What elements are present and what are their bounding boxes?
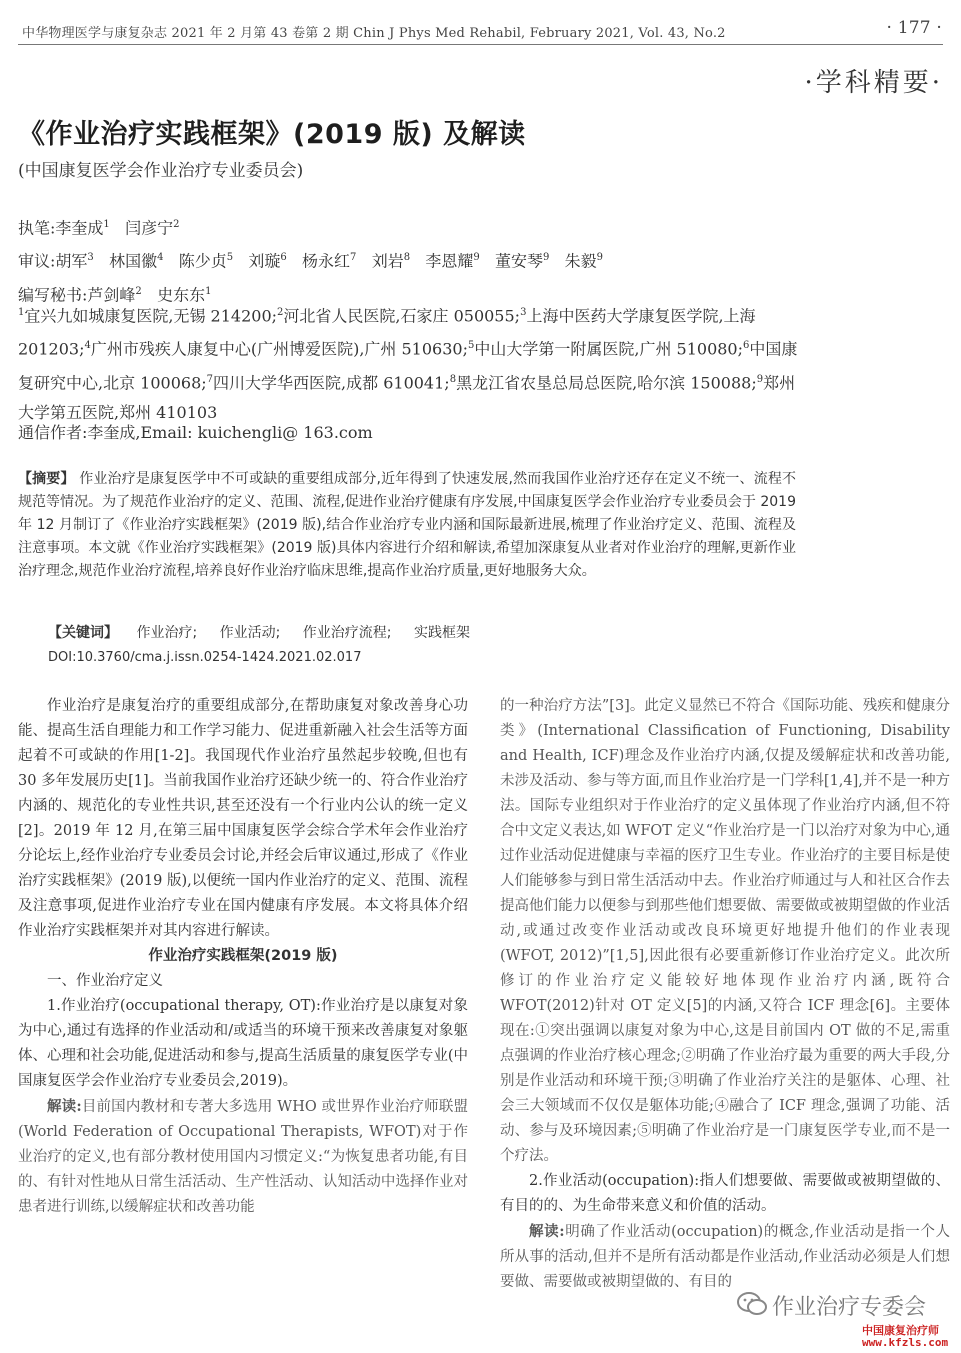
corresponding-author: 通信作者:李奎成,Email: kuichengli@ 163.com <box>18 423 373 442</box>
secretary-name: 史东东 <box>157 284 206 304</box>
interpretation-text: 目前国内教材和专著大多选用 WHO 或世界作业治疗师联盟(World Federation of Occupational Therapists, WFOT)对于作业治疗的定义,也有部分教材使用国内习惯定义:“为恢复患者功能,有目的、有针对性地从日常生活活动、生产性活动、认知活动中选择作业对患者进行训练,以缓解症状和改善功能 <box>18 1099 468 1215</box>
reviewer-name: 胡军 <box>55 251 88 271</box>
secretary-sup: 2 <box>135 285 142 297</box>
reviewer-name: 刘岩 <box>371 251 404 271</box>
article-title: 《作业治疗实践框架》(2019 版) 及解读 <box>18 119 526 150</box>
occupation-definition: 2.作业活动(occupation):指人们想要做、需要做或被期望做的、有目的的、为生命带来意义和价值的活动。 <box>500 1173 950 1214</box>
journal-info: 中华物理医学与康复杂志 2021 年 2 月第 43 卷第 2 期 Chin J Phys Med Rehabil, February 2021, Vol. 43, No.2 <box>22 26 726 41</box>
interpretation-text: 明确了作业活动(occupation)的概念,作业活动是指一个人所从事的活动,但并不是所有活动都是作业活动,作业活动必须是人们想要做、需要做或被期望做的、有目的 <box>500 1224 950 1290</box>
secretary-label: 编写秘书: <box>18 284 88 304</box>
author-name: 李奎成 <box>55 218 104 238</box>
running-header <box>22 16 942 44</box>
reviewer-sup: 8 <box>403 252 411 264</box>
keyword: 作业治疗; <box>136 625 198 641</box>
affil-sup: 8 <box>449 373 457 385</box>
affil-sup: 5 <box>467 340 475 352</box>
interpretation-label: 解读: <box>529 1223 565 1240</box>
affiliation: 河北省人民医院,石家庄 050055; <box>283 306 521 326</box>
reviewer-sup: 7 <box>350 252 357 264</box>
affil-sup: 1 <box>18 307 25 318</box>
keyword: 作业治疗流程; <box>302 625 392 641</box>
abstract-label: 【摘要】 <box>18 471 75 487</box>
author-block <box>18 210 938 310</box>
secretary-sup: 1 <box>205 285 212 297</box>
affiliation: 中山大学第一附属医院,广州 510080; <box>474 339 744 359</box>
reviewer-sup: 4 <box>157 252 164 264</box>
interpretation-paragraph <box>18 1094 468 1220</box>
framework-subheading: 作业治疗实践框架(2019 版) <box>148 948 338 964</box>
abstract <box>18 468 796 583</box>
reviewer-sup: 9 <box>543 252 550 264</box>
affil-sup: 9 <box>756 373 764 385</box>
definition-paragraph: 1.作业治疗(occupational therapy, OT):作业治疗是以康复对象为中心,通过有选择的作业活动和/或适当的环境干预来改善康复对象躯体、心理和社会功能,促进活动和参与,提高生活质量的康复医学专业(中国康复医学会作业治疗专业委员会,2019)。 <box>18 998 468 1089</box>
continued-paragraph: 的一种治疗方法”[3]。此定义显然已不符合《国际功能、残疾和健康分类》(International Classification of Functioning, Disability and Health, ICF)理念及作业治疗内涵,仅提及缓解症状和改善功能,未涉及活动、参与等方面,而且作业治疗是一门学科[1,4],并不是一种方法。国际专业组织对于作业治疗的定义虽体现了作业治疗内涵,但不符合中文定义表达,如 WFOT 定义“作业治疗是一门以治疗对象为中心,通过作业活动促进健康与幸福的医疗卫生专业。作业治疗的主要目标是使人们能够参与到日常生活活动中去。作业治疗师通过与人和社区合作去提高他们能力以便参与到那些他们想要做、需要做或被期望做的作业活动,或通过改变作业活动或改良环境更好地提升他们的作业表现(WFOT, 2012)”[1,5],因此很有必要重新修订作业治疗定义。此次所修订的作业治疗定义能较好地体现作业治疗内涵,既符合 WFOT(2012)针对 OT 定义[5]的内涵,又符合 ICF 理念[6]。主要体现在:①突出强调以康复对象为中心,这是目前国内 OT 做的不足,需重点强调的作业治疗核心理念;②明确了作业治疗最为重要的两大手段,分别是作业活动和环境干预;③明确了作业治疗关注的是躯体、心理、社会三大领域而不仅仅是躯体功能;④融合了 ICF 理念,强调了功能、活动、参与及环境因素;⑤明确了作业治疗是一门康复医学专业,而不是一个疗法。 <box>500 698 950 1164</box>
author-sup: 2 <box>173 219 180 230</box>
reviewer-name: 陈少贞 <box>178 251 227 271</box>
writers-line <box>18 210 938 243</box>
keywords <box>48 622 488 642</box>
reviewer-name: 董安琴 <box>495 251 544 271</box>
reviewer-name: 杨永红 <box>302 251 351 271</box>
affil-sup: 6 <box>743 340 750 352</box>
watermark-subtitle: 中国康复治疗师 <box>862 1324 939 1337</box>
reviewer-sup: 5 <box>226 252 234 264</box>
affil-sup: 7 <box>206 373 214 385</box>
body-right-column <box>500 694 950 1295</box>
affiliation: 四川大学华西医院,成都 610041; <box>213 372 450 392</box>
interpretation-paragraph <box>500 1219 950 1295</box>
reviewer-sup: 9 <box>596 252 604 264</box>
reviewer-name: 李恩耀 <box>425 251 474 271</box>
intro-paragraph: 作业治疗是康复治疗的重要组成部分,在帮助康复对象改善身心功能、提高生活自理能力和工作学习能力、促进重新融入社会生活等方面起着不可或缺的作用[1-2]。我国现代作业治疗虽然起步较晚,但也有 30 多年发展历史[1]。当前我国作业治疗还缺少统一的、符合作业治疗内涵的、规范化的专业性共识,甚至还没有一个行业内公认的统一定义[2]。2019 年 12 月,在第三届中国康复医学会综合学术年会作业治疗分论坛上,经作业治疗专业委员会讨论,并经会后审议通过,形成了《作业治疗实践框架》(2019 版),以便统一国内作业治疗的定义、范围、流程及注意事项,促进作业治疗专业在国内健康有序发展。本文将具体介绍作业治疗实践框架并对其内容进行解读。 <box>18 698 468 939</box>
reviewers-label: 审议: <box>18 251 56 271</box>
reviewer-name: 林国徽 <box>109 251 158 271</box>
section-tag: ·学科精要· <box>804 68 943 98</box>
abstract-text: 作业治疗是康复医学中不可或缺的重要组成部分,近年得到了快速发展,然而我国作业治疗还存在定义不统一、流程不规范等情况。为了规范作业治疗的定义、范围、流程,促进作业治疗健康有序发展,中国康复医学会作业治疗专业委员会于 2019 年 12 月制订了《作业治疗实践框架》(2019 版),结合作业治疗专业内涵和国际最新进展,梳理了作业治疗定义、范围、流程及注意事项。本文就《作业治疗实践框架》(2019 版)具体内容进行介绍和解读,希望加深康复从业者对作业治疗的理解,更新作业治疗理念,规范作业治疗流程,培养良好作业治疗临床思维,提高作业治疗质量,更好地服务大众。 <box>18 471 797 579</box>
header-divider <box>18 44 943 45</box>
author-sup: 1 <box>103 219 110 230</box>
affiliations <box>18 298 798 428</box>
affil-sup: 4 <box>84 340 91 352</box>
section-heading: 一、作业治疗定义 <box>47 973 163 989</box>
secretary-name: 芦剑峰 <box>87 284 136 304</box>
doi: DOI:10.3760/cma.j.issn.0254-1424.2021.02.017 <box>48 650 362 665</box>
keyword: 作业活动; <box>219 625 281 641</box>
watermark-url: www.kfzls.com <box>862 1336 949 1349</box>
reviewer-sup: 3 <box>87 252 94 264</box>
affiliation: 广州市残疾人康复中心(广州博爱医院),广州 510630; <box>90 339 468 359</box>
wechat-icon <box>736 1290 768 1318</box>
affiliation: 上海中医药大学康复医学院,上海 201203; <box>18 306 756 359</box>
reviewer-name: 刘璇 <box>248 251 281 271</box>
reviewer-name: 朱毅 <box>564 251 597 271</box>
organization: (中国康复医学会作业治疗专业委员会) <box>18 161 304 181</box>
affil-sup: 3 <box>520 307 527 318</box>
body-left-column <box>18 694 468 1220</box>
affiliation: 宜兴九如城康复医院,无锡 214200; <box>24 306 278 326</box>
affiliation: 黑龙江省农垦总局总医院,哈尔滨 150088; <box>456 372 757 392</box>
page-number: · 177 · <box>886 18 942 38</box>
keyword: 实践框架 <box>413 625 470 641</box>
watermark <box>734 1288 956 1348</box>
affiliation: 中国康复研究中心,北京 100068; <box>18 339 798 392</box>
watermark-title: 作业治疗专委会 <box>772 1295 927 1320</box>
reviewers-line <box>18 243 938 276</box>
keywords-label: 【关键词】 <box>48 625 118 641</box>
writers-label: 执笔: <box>18 218 56 238</box>
author-name: 闫彦宁 <box>125 218 174 238</box>
affiliation: 郑州大学第五医院,郑州 410103 <box>18 372 796 422</box>
reviewer-sup: 6 <box>280 252 287 264</box>
reviewer-sup: 9 <box>473 252 480 264</box>
affil-sup: 2 <box>277 307 284 318</box>
interpretation-label: 解读: <box>47 1098 82 1115</box>
